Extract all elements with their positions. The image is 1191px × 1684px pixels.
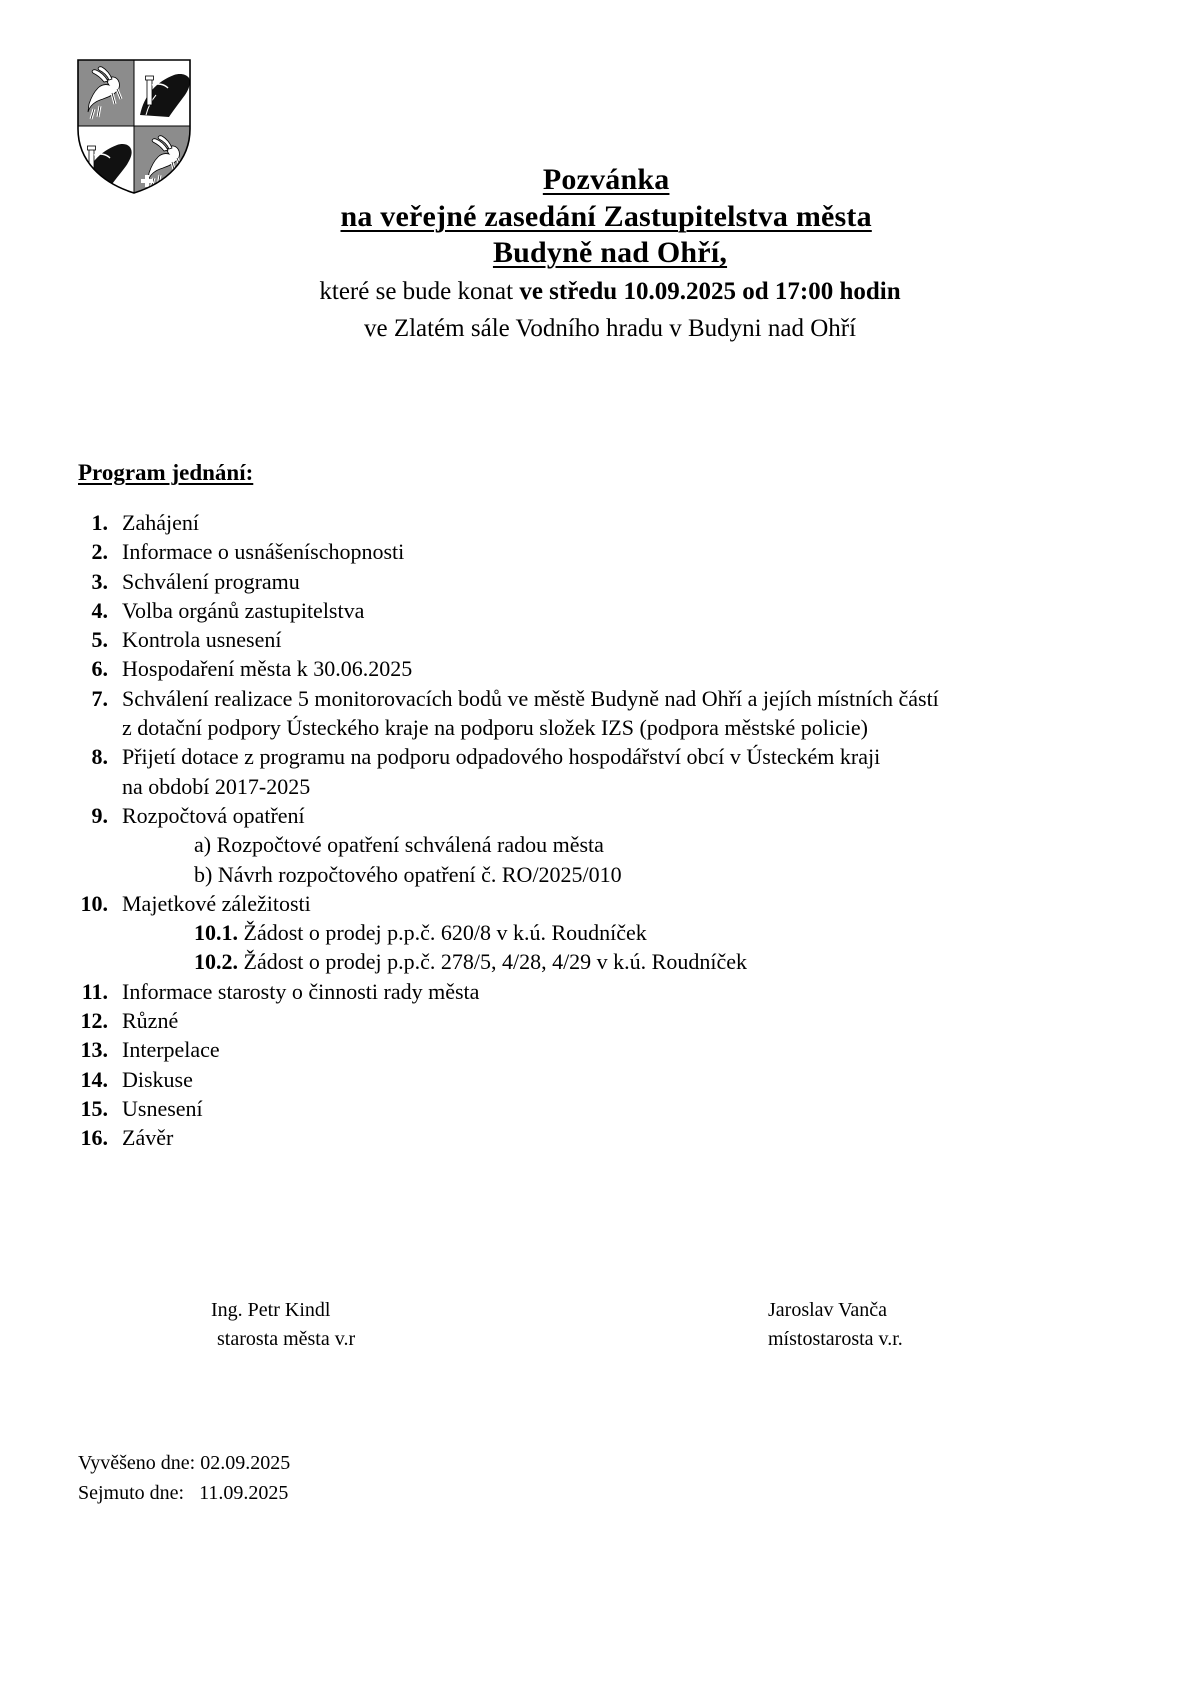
agenda-item [78,889,1088,977]
title-line-1: Pozvánka [542,163,670,196]
signature-block [78,1296,1088,1366]
agenda-item-number: 5. [91,627,108,653]
agenda-sub-item-label: a) [194,832,212,858]
document-header [180,162,1040,347]
signature-mayor-name: Ing. Petr Kindl [211,1299,331,1321]
agenda-item [78,508,1088,537]
signature-deputy-name: Jaroslav Vanča [768,1299,888,1321]
agenda-sub-item-label: b) [194,861,213,887]
agenda-item-number: 6. [91,656,108,682]
agenda-item-label: Hospodaření města k 30.06.2025 [122,656,413,682]
removed-date-value: 11.09.2025 [184,1482,289,1504]
agenda-sub-item [194,947,1088,976]
agenda-item [78,801,1088,889]
agenda-item-label: Schválení realizace 5 monitorovacích bodů ve městě Budyně nad Ohří a jejích místních částí [122,685,939,711]
agenda-item-continuation: z dotační podpory Ústeckého kraje na podporu složek IZS (podpora městské policie) [122,715,868,741]
agenda-item [78,684,1088,743]
agenda-item-text [122,801,1088,889]
agenda-item-continuation: na období 2017-2025 [122,773,311,799]
posted-date-row [78,1448,290,1478]
agenda-item-number: 1. [91,510,108,535]
agenda-item-label: Kontrola usnesení [122,627,282,653]
agenda-item-label: Usnesení [122,1095,203,1121]
agenda-item-number: 11. [81,978,108,1004]
agenda-item [78,537,1088,566]
agenda-sub-item-text: Rozpočtové opatření schválená radou města [216,832,604,858]
agenda-item-text [122,889,1088,977]
agenda-sub-item-text: Žádost o prodej p.p.č. 278/5, 4/28, 4/29 v k.ú. Roudníček [243,949,747,975]
meeting-datetime-line [180,275,1040,310]
agenda-sub-item-text: Žádost o prodej p.p.č. 620/8 v k.ú. Roudníček [243,920,647,946]
agenda-item-label: Volba orgánů zastupitelstva [122,597,365,623]
agenda-item-number: 14. [80,1066,108,1092]
agenda-item [78,1123,1088,1152]
agenda-item-number: 15. [80,1095,108,1121]
agenda-item-text [122,625,1088,654]
agenda-item-label: Schválení programu [122,568,300,594]
agenda-item-label: Zahájení [122,510,199,535]
agenda-item [78,742,1088,801]
agenda-item [78,1094,1088,1123]
title-line-3: Budyně nad Ohří, [492,236,728,270]
agenda-item [78,567,1088,596]
agenda-sub-item-label: 10.1. [194,920,238,946]
agenda-item-text [122,1065,1088,1094]
agenda-item [78,977,1088,1006]
coat-of-arms-icon [74,57,194,196]
meeting-venue-line: ve Zlatém sále Vodního hradu v Budyni nad Ohří [363,315,857,343]
agenda-item-text [122,1035,1088,1064]
signature-mayor-role: starosta města v.r [217,1328,356,1350]
agenda-item-number: 7. [91,685,108,711]
signature-deputy-role: místostarosta v.r. [768,1328,903,1350]
posted-date-value: 02.09.2025 [195,1452,291,1474]
agenda-item-label: Přijetí dotace z programu na podporu odpadového hospodářství obcí v Ústeckém kraji [122,744,881,770]
agenda-item-text [122,1006,1088,1035]
agenda-sub-item-label: 10.2. [194,949,238,975]
agenda-item-number: 8. [91,744,108,770]
agenda-item-label: Diskuse [122,1066,193,1092]
agenda-item-number: 4. [91,597,108,623]
program-heading: Program jednání: [78,460,254,485]
agenda-item [78,1035,1088,1064]
agenda-sub-item [194,860,1088,889]
agenda-item-text [122,596,1088,625]
agenda-item-number: 3. [91,568,108,594]
agenda-item-text [122,508,1088,537]
title-line-2: na veřejné zasedání Zastupitelstva města [340,199,872,233]
signature-deputy [768,1296,903,1354]
agenda-sub-item-text: Návrh rozpočtového opatření č. RO/2025/010 [217,861,622,887]
agenda-item-number: 16. [80,1125,108,1151]
agenda-item-label: Informace starosty o činnosti rady města [122,978,480,1004]
agenda-item-text [122,977,1088,1006]
agenda-sub-item [194,830,1088,859]
agenda-list [78,508,1088,1153]
agenda-item [78,625,1088,654]
agenda-item-text [122,1094,1088,1123]
agenda-item [78,1065,1088,1094]
agenda-item-number: 10. [80,890,108,916]
agenda-item [78,654,1088,683]
agenda-item-text [122,567,1088,596]
agenda-item-text [122,684,1088,743]
agenda-item-label: Závěr [122,1125,174,1151]
posted-date-label: Vyvěšeno dne: [78,1452,196,1474]
agenda-item-text [122,654,1088,683]
meeting-datetime-prefix: které se bude konat [319,277,520,305]
agenda-sub-item [194,918,1088,947]
agenda-item-text [122,742,1088,801]
page-title [180,162,1040,272]
agenda-item-number: 13. [80,1037,108,1063]
agenda-item-label: Informace o usnášeníschopnosti [122,539,405,565]
agenda-item-number: 12. [80,1008,108,1034]
agenda-item-label: Rozpočtová opatření [122,802,305,828]
agenda-item-label: Různé [122,1008,179,1034]
agenda-item-text [122,1123,1088,1152]
agenda-item-label: Majetkové záležitosti [122,890,311,916]
meeting-datetime-value: ve středu 10.09.2025 od 17:00 hodin [519,277,901,305]
agenda-item-number: 2. [91,539,108,565]
removed-date-label: Sejmuto dne: [78,1482,185,1504]
signature-mayor [211,1296,355,1354]
agenda-item-text [122,537,1088,566]
removed-date-row [78,1478,290,1508]
agenda-item [78,596,1088,625]
posting-dates-footer [78,1448,290,1508]
agenda-item-number: 9. [91,802,108,828]
agenda-item-label: Interpelace [122,1037,220,1063]
agenda-item [78,1006,1088,1035]
